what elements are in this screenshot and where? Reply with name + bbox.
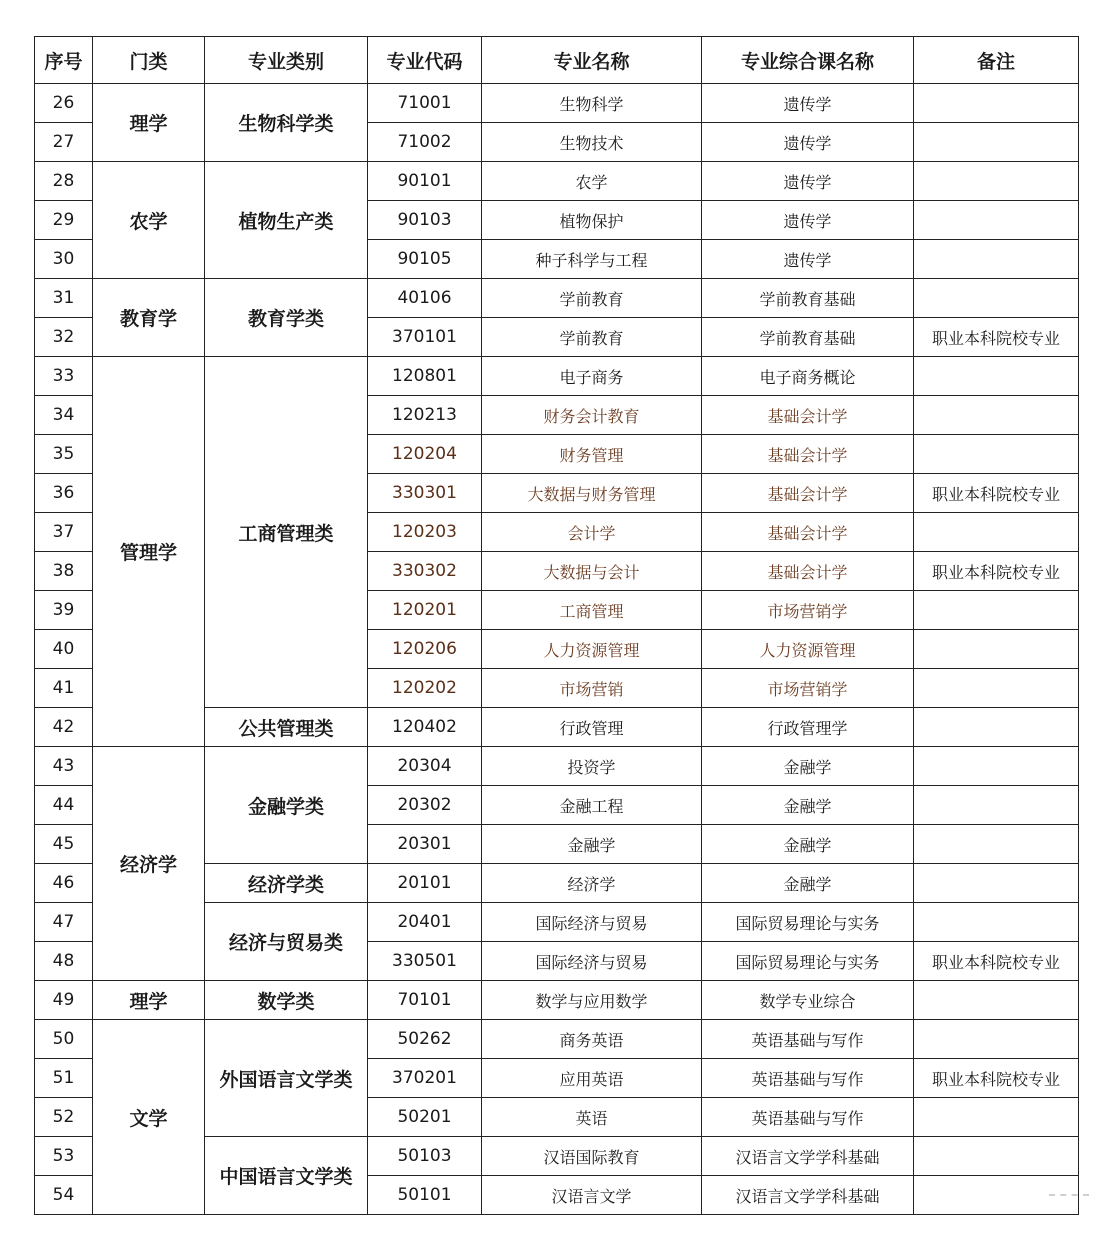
note-cell <box>914 864 1079 903</box>
code-cell: 90105 <box>368 240 482 279</box>
seq-cell: 54 <box>35 1176 93 1215</box>
major-name-cell: 数学与应用数学 <box>482 981 702 1020</box>
note-cell <box>914 123 1079 162</box>
seq-cell: 29 <box>35 201 93 240</box>
course-cell: 市场营销学 <box>702 669 914 708</box>
course-cell: 遗传学 <box>702 240 914 279</box>
code-cell: 120801 <box>368 357 482 396</box>
note-cell <box>914 825 1079 864</box>
seq-cell: 28 <box>35 162 93 201</box>
seq-cell: 39 <box>35 591 93 630</box>
major-name-cell: 大数据与财务管理 <box>482 474 702 513</box>
code-cell: 330302 <box>368 552 482 591</box>
code-cell: 120402 <box>368 708 482 747</box>
seq-cell: 37 <box>35 513 93 552</box>
major-name-cell: 商务英语 <box>482 1020 702 1059</box>
class-cell: 经济学类 <box>205 864 368 903</box>
header-code: 专业代码 <box>368 37 482 84</box>
major-name-cell: 行政管理 <box>482 708 702 747</box>
table-row <box>35 357 1079 396</box>
seq-cell: 44 <box>35 786 93 825</box>
header-note: 备注 <box>914 37 1079 84</box>
seq-cell: 32 <box>35 318 93 357</box>
category-cell: 管理学 <box>93 357 205 747</box>
course-cell: 基础会计学 <box>702 474 914 513</box>
seq-cell: 49 <box>35 981 93 1020</box>
code-cell: 40106 <box>368 279 482 318</box>
course-cell: 金融学 <box>702 864 914 903</box>
seq-cell: 43 <box>35 747 93 786</box>
course-cell: 基础会计学 <box>702 552 914 591</box>
class-cell: 教育学类 <box>205 279 368 357</box>
major-name-cell: 财务会计教育 <box>482 396 702 435</box>
note-cell <box>914 201 1079 240</box>
code-cell: 50103 <box>368 1137 482 1176</box>
major-name-cell: 会计学 <box>482 513 702 552</box>
note-cell <box>914 903 1079 942</box>
major-name-cell: 生物技术 <box>482 123 702 162</box>
code-cell: 90103 <box>368 201 482 240</box>
seq-cell: 30 <box>35 240 93 279</box>
code-cell: 70101 <box>368 981 482 1020</box>
code-cell: 120213 <box>368 396 482 435</box>
table-row <box>35 162 1079 201</box>
course-cell: 遗传学 <box>702 201 914 240</box>
seq-cell: 27 <box>35 123 93 162</box>
category-cell: 理学 <box>93 981 205 1020</box>
header-seq: 序号 <box>35 37 93 84</box>
major-name-cell: 人力资源管理 <box>482 630 702 669</box>
header-class: 专业类别 <box>205 37 368 84</box>
code-cell: 370201 <box>368 1059 482 1098</box>
course-cell: 金融学 <box>702 786 914 825</box>
note-cell <box>914 747 1079 786</box>
code-cell: 20301 <box>368 825 482 864</box>
note-cell <box>914 396 1079 435</box>
seq-cell: 40 <box>35 630 93 669</box>
seq-cell: 42 <box>35 708 93 747</box>
note-cell: 职业本科院校专业 <box>914 1059 1079 1098</box>
course-cell: 金融学 <box>702 825 914 864</box>
course-cell: 英语基础与写作 <box>702 1059 914 1098</box>
note-cell <box>914 279 1079 318</box>
class-cell: 公共管理类 <box>205 708 368 747</box>
class-cell: 外国语言文学类 <box>205 1020 368 1137</box>
major-name-cell: 汉语国际教育 <box>482 1137 702 1176</box>
seq-cell: 41 <box>35 669 93 708</box>
note-cell <box>914 630 1079 669</box>
seq-cell: 45 <box>35 825 93 864</box>
code-cell: 120204 <box>368 435 482 474</box>
note-cell <box>914 357 1079 396</box>
code-cell: 120206 <box>368 630 482 669</box>
header-course: 专业综合课名称 <box>702 37 914 84</box>
class-cell: 生物科学类 <box>205 84 368 162</box>
course-cell: 学前教育基础 <box>702 279 914 318</box>
table-row <box>35 84 1079 123</box>
code-cell: 50101 <box>368 1176 482 1215</box>
note-cell <box>914 1137 1079 1176</box>
class-cell: 中国语言文学类 <box>205 1137 368 1215</box>
code-cell: 330501 <box>368 942 482 981</box>
note-cell <box>914 708 1079 747</box>
class-cell: 经济与贸易类 <box>205 903 368 981</box>
seq-cell: 51 <box>35 1059 93 1098</box>
major-name-cell: 国际经济与贸易 <box>482 942 702 981</box>
note-cell: 职业本科院校专业 <box>914 552 1079 591</box>
header-name: 专业名称 <box>482 37 702 84</box>
code-cell: 20101 <box>368 864 482 903</box>
table-row <box>35 1020 1079 1059</box>
code-cell: 20401 <box>368 903 482 942</box>
course-cell: 行政管理学 <box>702 708 914 747</box>
note-cell <box>914 786 1079 825</box>
class-cell: 金融学类 <box>205 747 368 864</box>
seq-cell: 46 <box>35 864 93 903</box>
category-cell: 文学 <box>93 1020 205 1215</box>
code-cell: 120202 <box>368 669 482 708</box>
note-cell <box>914 84 1079 123</box>
major-name-cell: 电子商务 <box>482 357 702 396</box>
table-row <box>35 747 1079 786</box>
seq-cell: 48 <box>35 942 93 981</box>
major-name-cell: 大数据与会计 <box>482 552 702 591</box>
code-cell: 330301 <box>368 474 482 513</box>
course-cell: 遗传学 <box>702 123 914 162</box>
seq-cell: 34 <box>35 396 93 435</box>
major-name-cell: 财务管理 <box>482 435 702 474</box>
note-cell: 职业本科院校专业 <box>914 474 1079 513</box>
major-name-cell: 投资学 <box>482 747 702 786</box>
course-cell: 国际贸易理论与实务 <box>702 903 914 942</box>
course-cell: 英语基础与写作 <box>702 1098 914 1137</box>
class-cell: 数学类 <box>205 981 368 1020</box>
note-cell <box>914 513 1079 552</box>
major-name-cell: 工商管理 <box>482 591 702 630</box>
major-name-cell: 种子科学与工程 <box>482 240 702 279</box>
header-category: 门类 <box>93 37 205 84</box>
code-cell: 120203 <box>368 513 482 552</box>
seq-cell: 31 <box>35 279 93 318</box>
course-cell: 数学专业综合 <box>702 981 914 1020</box>
seq-cell: 52 <box>35 1098 93 1137</box>
major-name-cell: 应用英语 <box>482 1059 702 1098</box>
course-cell: 国际贸易理论与实务 <box>702 942 914 981</box>
class-cell: 植物生产类 <box>205 162 368 279</box>
course-cell: 市场营销学 <box>702 591 914 630</box>
major-name-cell: 植物保护 <box>482 201 702 240</box>
code-cell: 370101 <box>368 318 482 357</box>
course-cell: 遗传学 <box>702 162 914 201</box>
header-row <box>35 37 1079 84</box>
code-cell: 71001 <box>368 84 482 123</box>
seq-cell: 33 <box>35 357 93 396</box>
major-name-cell: 金融学 <box>482 825 702 864</box>
category-cell: 经济学 <box>93 747 205 981</box>
major-name-cell: 学前教育 <box>482 318 702 357</box>
note-cell <box>914 1020 1079 1059</box>
major-name-cell: 国际经济与贸易 <box>482 903 702 942</box>
major-name-cell: 金融工程 <box>482 786 702 825</box>
major-name-cell: 农学 <box>482 162 702 201</box>
note-cell <box>914 1098 1079 1137</box>
seq-cell: 35 <box>35 435 93 474</box>
course-cell: 汉语言文学学科基础 <box>702 1137 914 1176</box>
category-cell: 农学 <box>93 162 205 279</box>
note-cell <box>914 162 1079 201</box>
seq-cell: 36 <box>35 474 93 513</box>
course-cell: 电子商务概论 <box>702 357 914 396</box>
seq-cell: 38 <box>35 552 93 591</box>
major-name-cell: 生物科学 <box>482 84 702 123</box>
course-cell: 金融学 <box>702 747 914 786</box>
code-cell: 90101 <box>368 162 482 201</box>
major-name-cell: 学前教育 <box>482 279 702 318</box>
note-cell <box>914 435 1079 474</box>
major-name-cell: 市场营销 <box>482 669 702 708</box>
majors-table <box>34 36 1079 1215</box>
note-cell <box>914 591 1079 630</box>
major-name-cell: 汉语言文学 <box>482 1176 702 1215</box>
note-cell <box>914 981 1079 1020</box>
code-cell: 71002 <box>368 123 482 162</box>
course-cell: 基础会计学 <box>702 513 914 552</box>
course-cell: 人力资源管理 <box>702 630 914 669</box>
course-cell: 英语基础与写作 <box>702 1020 914 1059</box>
class-cell: 工商管理类 <box>205 357 368 708</box>
major-name-cell: 经济学 <box>482 864 702 903</box>
seq-cell: 50 <box>35 1020 93 1059</box>
course-cell: 基础会计学 <box>702 435 914 474</box>
corner-decoration <box>1049 1194 1089 1202</box>
category-cell: 教育学 <box>93 279 205 357</box>
seq-cell: 26 <box>35 84 93 123</box>
code-cell: 20302 <box>368 786 482 825</box>
note-cell: 职业本科院校专业 <box>914 318 1079 357</box>
category-cell: 理学 <box>93 84 205 162</box>
table-row <box>35 279 1079 318</box>
note-cell <box>914 669 1079 708</box>
seq-cell: 47 <box>35 903 93 942</box>
major-name-cell: 英语 <box>482 1098 702 1137</box>
seq-cell: 53 <box>35 1137 93 1176</box>
code-cell: 50262 <box>368 1020 482 1059</box>
course-cell: 汉语言文学学科基础 <box>702 1176 914 1215</box>
course-cell: 学前教育基础 <box>702 318 914 357</box>
table-row <box>35 981 1079 1020</box>
course-cell: 基础会计学 <box>702 396 914 435</box>
note-cell: 职业本科院校专业 <box>914 942 1079 981</box>
note-cell <box>914 240 1079 279</box>
code-cell: 50201 <box>368 1098 482 1137</box>
code-cell: 120201 <box>368 591 482 630</box>
code-cell: 20304 <box>368 747 482 786</box>
course-cell: 遗传学 <box>702 84 914 123</box>
